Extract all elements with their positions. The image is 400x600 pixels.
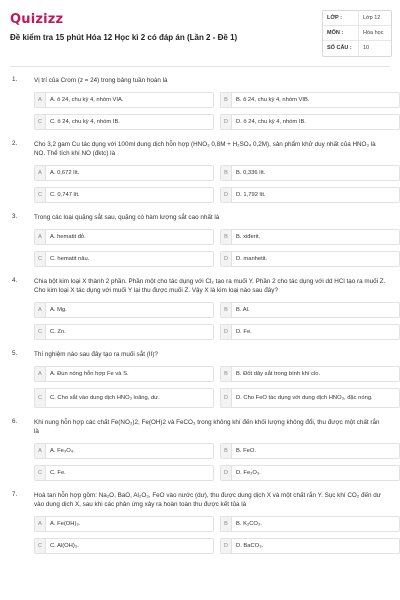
option-letter: B xyxy=(221,93,232,107)
answer-option-c[interactable] xyxy=(34,251,214,267)
option-text: B. 0,336 lít. xyxy=(236,169,266,176)
answer-option-a[interactable] xyxy=(34,165,214,181)
option-text: C. 0,747 lít. xyxy=(50,191,80,198)
option-text: A. 0,672 lít. xyxy=(50,169,80,176)
option-text: A. Đun nóng hỗn hợp Fe và S. xyxy=(50,370,129,377)
answer-options xyxy=(34,302,386,340)
question-5 xyxy=(0,350,400,408)
meta-label: LỚP : xyxy=(323,11,359,25)
question-number: 5. xyxy=(12,350,18,357)
answer-option-c[interactable] xyxy=(34,324,214,340)
answer-option-a[interactable] xyxy=(34,443,214,459)
option-text: D. Cho FeO tác dụng với dung dịch HNO₃, đặc nóng. xyxy=(236,394,373,401)
option-text: C. Al(OH)₃. xyxy=(50,542,79,549)
answer-option-b[interactable] xyxy=(220,443,400,459)
option-letter: D xyxy=(221,466,232,480)
answer-option-b[interactable] xyxy=(220,516,400,532)
option-letter: D xyxy=(221,539,232,553)
question-text: Vị trí của Crom (z = 24) trong bảng tuần hoàn là xyxy=(34,77,168,84)
option-letter: A xyxy=(35,230,46,244)
answer-option-a[interactable] xyxy=(34,92,214,108)
question-text: Thí nghiệm nào sau đây tạo ra muối sắt (II)? xyxy=(34,351,158,358)
question-text: Hoà tan hỗn hợp gồm: Na₂O, BaO, Al₂O₃, FeO vào nước (dư), thu được dung dịch X và một chất rắn Y. Sục khí CO₂ đến dư vào dung dịch X, sau khi các phản ứng xảy ra hoàn toàn thu được kết tủa là xyxy=(34,492,381,508)
question-number: 7. xyxy=(12,491,18,498)
option-text: D. Fe. xyxy=(236,328,252,335)
option-letter: C xyxy=(35,389,46,407)
answer-option-a[interactable] xyxy=(34,302,214,318)
answer-option-d[interactable] xyxy=(220,114,400,130)
answer-option-c[interactable] xyxy=(34,187,214,203)
answer-option-a[interactable] xyxy=(34,366,214,382)
option-letter: D xyxy=(221,115,232,129)
option-text: D. manhetit. xyxy=(236,255,268,262)
meta-row-subject xyxy=(323,26,391,41)
meta-info-box xyxy=(322,10,392,57)
option-letter: C xyxy=(35,539,46,553)
answer-options xyxy=(34,443,386,481)
option-letter: B xyxy=(221,303,232,317)
option-text: D. ô 24, chu kỳ 4, nhóm IB. xyxy=(236,118,306,125)
answer-option-d[interactable] xyxy=(220,324,400,340)
option-text: B. Al. xyxy=(236,306,250,313)
option-text: D. BaCO₃. xyxy=(236,542,264,549)
meta-row-class xyxy=(323,11,391,26)
option-letter: D xyxy=(221,389,232,407)
answer-options xyxy=(34,229,386,267)
option-text: C. ô 24, chu kỳ 4, nhóm IB. xyxy=(50,118,120,125)
question-text: Khi nung hỗn hợp các chất Fe(NO₃)2, Fe(OH)2 và FeCO₃ trong không khí đến khối lượng không đổi, thu được một chất rắn là xyxy=(34,419,380,435)
question-2 xyxy=(0,140,400,203)
option-letter: C xyxy=(35,325,46,339)
answer-option-b[interactable] xyxy=(220,92,400,108)
question-list xyxy=(0,76,400,564)
question-text: Trong các loại quặng sắt sau, quặng có hàm lượng sắt cao nhất là xyxy=(34,214,220,221)
header-divider xyxy=(10,66,390,67)
option-text: B. FeO. xyxy=(236,447,256,454)
option-letter: A xyxy=(35,303,46,317)
option-letter: B xyxy=(221,230,232,244)
quizizz-logo: Quizizz xyxy=(10,12,64,27)
question-6 xyxy=(0,418,400,481)
meta-value: Hóa học xyxy=(363,30,384,36)
option-letter: B xyxy=(221,367,232,381)
question-number: 6. xyxy=(12,418,18,425)
answer-option-c[interactable] xyxy=(34,538,214,554)
question-1 xyxy=(0,76,400,130)
answer-option-d[interactable] xyxy=(220,251,400,267)
question-number: 3. xyxy=(12,213,18,220)
option-letter: A xyxy=(35,367,46,381)
option-letter: B xyxy=(221,166,232,180)
answer-option-d[interactable] xyxy=(220,388,400,408)
option-letter: B xyxy=(221,444,232,458)
answer-options xyxy=(34,92,386,130)
option-text: A. ô 24, chu kỳ 4, nhóm VIA. xyxy=(50,96,124,103)
answer-options xyxy=(34,366,386,408)
meta-label: MÔN : xyxy=(323,26,359,40)
answer-option-d[interactable] xyxy=(220,465,400,481)
question-text: Chia bột kim loại X thành 2 phần. Phần một cho tác dụng với Cl₂ tạo ra muối Y. Phần 2 cho tác dụng với dd HCl tạo ra muối Z. Cho kim loại X tác dụng với muối Y lại thu được muối Z. Vậy X là kim loại nào sau đây? xyxy=(34,278,386,294)
question-number: 4. xyxy=(12,277,18,284)
option-letter: D xyxy=(221,188,232,202)
option-letter: B xyxy=(221,517,232,531)
option-letter: C xyxy=(35,188,46,202)
question-number: 1. xyxy=(12,76,18,83)
answer-option-b[interactable] xyxy=(220,366,400,382)
answer-option-c[interactable] xyxy=(34,388,214,408)
answer-option-d[interactable] xyxy=(220,187,400,203)
option-text: A. Fe(OH)₃. xyxy=(50,520,81,527)
answer-option-d[interactable] xyxy=(220,538,400,554)
option-text: C. hematit nâu. xyxy=(50,255,90,262)
option-letter: A xyxy=(35,166,46,180)
answer-option-a[interactable] xyxy=(34,229,214,245)
option-text: B. xiđerit. xyxy=(236,233,261,240)
option-letter: D xyxy=(221,325,232,339)
option-letter: A xyxy=(35,517,46,531)
option-letter: D xyxy=(221,252,232,266)
question-number: 2. xyxy=(12,140,18,147)
option-text: A. hematit đỏ. xyxy=(50,233,86,240)
meta-row-question-count xyxy=(323,41,391,56)
question-4 xyxy=(0,277,400,340)
option-letter: C xyxy=(35,466,46,480)
answer-options xyxy=(34,165,386,203)
answer-option-c[interactable] xyxy=(34,114,214,130)
answer-option-c[interactable] xyxy=(34,465,214,481)
option-text: A. Fe₃O₄. xyxy=(50,447,75,454)
meta-value: 10 xyxy=(363,45,370,51)
page-title: Đề kiểm tra 15 phút Hóa 12 Học kì 2 có đáp án (Lần 2 - Đề 1) xyxy=(10,33,238,42)
option-text: D. Fe₂O₃. xyxy=(236,469,261,476)
option-letter: C xyxy=(35,115,46,129)
answer-option-b[interactable] xyxy=(220,165,400,181)
option-text: B. Đốt dây sắt trong bình khí clo. xyxy=(236,370,321,377)
option-text: C. Fe. xyxy=(50,469,66,476)
answer-options xyxy=(34,516,386,554)
option-letter: A xyxy=(35,444,46,458)
worksheet-header xyxy=(0,0,400,68)
option-text: D. 1,792 lít. xyxy=(236,191,266,198)
question-7 xyxy=(0,491,400,554)
question-text: Cho 3,2 gam Cu tác dụng với 100ml dung dịch hỗn hợp (HNO₃ 0,8M + H₂SO₄ 0,2M), sản phẩm khử duy nhất của HNO₃ là NO. Thể tích khí NO (đktc) là xyxy=(34,141,376,157)
question-3 xyxy=(0,213,400,267)
meta-value: Lớp 12 xyxy=(363,15,381,21)
option-text: B. K₂CO₃. xyxy=(236,520,262,527)
answer-option-b[interactable] xyxy=(220,229,400,245)
option-text: B. ô 24, chu kỳ 4, nhóm VIB. xyxy=(236,96,310,103)
answer-option-a[interactable] xyxy=(34,516,214,532)
meta-label: SỐ CÂU : xyxy=(323,41,359,56)
option-text: A. Mg. xyxy=(50,306,67,313)
option-letter: A xyxy=(35,93,46,107)
answer-option-b[interactable] xyxy=(220,302,400,318)
option-text: C. Cho sắt vào dung dịch HNO₃ loãng, dư. xyxy=(50,394,160,401)
option-text: C. Zn. xyxy=(50,328,66,335)
option-letter: C xyxy=(35,252,46,266)
